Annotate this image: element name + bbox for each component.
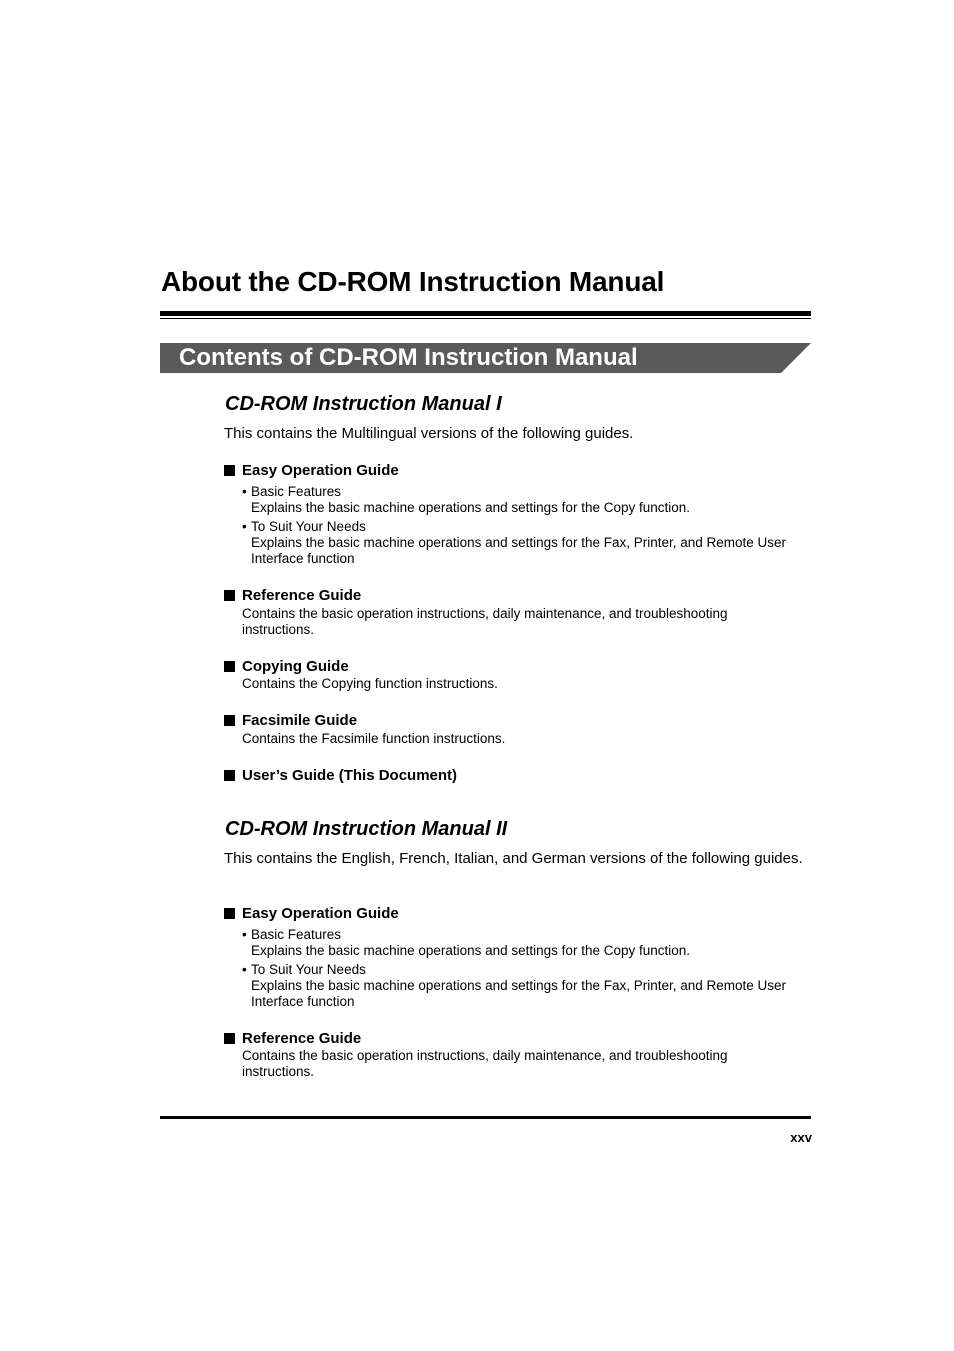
black-square-icon [224,770,235,781]
manual1-users-guide-heading [224,767,457,784]
manual2-easy-item-basic [242,927,802,959]
item-desc: Explains the basic machine operations and settings for the Fax, Printer, and Remote User Interface function [251,978,787,1009]
guide-title: Easy Operation Guide [242,905,399,922]
title-rule-thick [160,311,811,316]
manual2-reference-guide-heading [224,1030,361,1047]
item-name: To Suit Your Needs [251,519,366,534]
item-name: To Suit Your Needs [251,962,366,977]
manual1-heading: CD-ROM Instruction Manual I [225,393,502,415]
manual2-intro: This contains the English, French, Italian, and German versions of the following guides. [224,850,803,867]
black-square-icon [224,661,235,672]
manual1-copying-guide-heading [224,658,349,675]
manual2-reference-desc: Contains the basic operation instructions, daily maintenance, and troubleshooting instructions. [242,1048,728,1079]
manual2-easy-guide-heading [224,905,399,922]
black-square-icon [224,590,235,601]
manual1-easy-guide-heading [224,462,399,479]
item-desc: Explains the basic machine operations and settings for the Copy function. [251,943,691,958]
manual2-heading: CD-ROM Instruction Manual II [225,818,508,840]
manual1-facsimile-guide-heading [224,712,357,729]
manual1-reference-desc: Contains the basic operation instructions, daily maintenance, and troubleshooting instructions. [242,606,728,637]
manual2-easy-item-needs [242,962,802,1010]
footer-rule [160,1116,811,1119]
bullet-icon: • [242,519,247,534]
manual1-copying-desc: Contains the Copying function instructions. [242,676,498,691]
section-title: Contents of CD-ROM Instruction Manual [179,344,638,371]
item-name: Basic Features [251,927,342,942]
guide-title: Facsimile Guide [242,712,358,729]
item-desc: Explains the basic machine operations and settings for the Fax, Printer, and Remote User Interface function [251,535,787,566]
manual1-easy-item-needs [242,519,802,567]
guide-title: User’s Guide (This Document) [242,767,458,784]
manual1-easy-item-basic [242,484,802,516]
item-desc: Explains the basic machine operations and settings for the Copy function. [251,500,691,515]
guide-title: Reference Guide [242,1030,362,1047]
black-square-icon [224,1033,235,1044]
guide-title: Reference Guide [242,587,362,604]
page-number: xxv [790,1130,812,1145]
black-square-icon [224,715,235,726]
bullet-icon: • [242,927,247,942]
guide-title: Copying Guide [242,658,349,675]
title-rule-thin [160,318,811,319]
manual1-reference-guide-heading [224,587,361,604]
bullet-icon: • [242,962,247,977]
guide-title: Easy Operation Guide [242,462,399,479]
manual1-intro: This contains the Multilingual versions of the following guides. [224,425,634,442]
black-square-icon [224,465,235,476]
black-square-icon [224,908,235,919]
bullet-icon: • [242,484,247,499]
manual1-facsimile-desc: Contains the Facsimile function instructions. [242,731,506,746]
page-title: About the CD-ROM Instruction Manual [161,266,665,297]
item-name: Basic Features [251,484,342,499]
